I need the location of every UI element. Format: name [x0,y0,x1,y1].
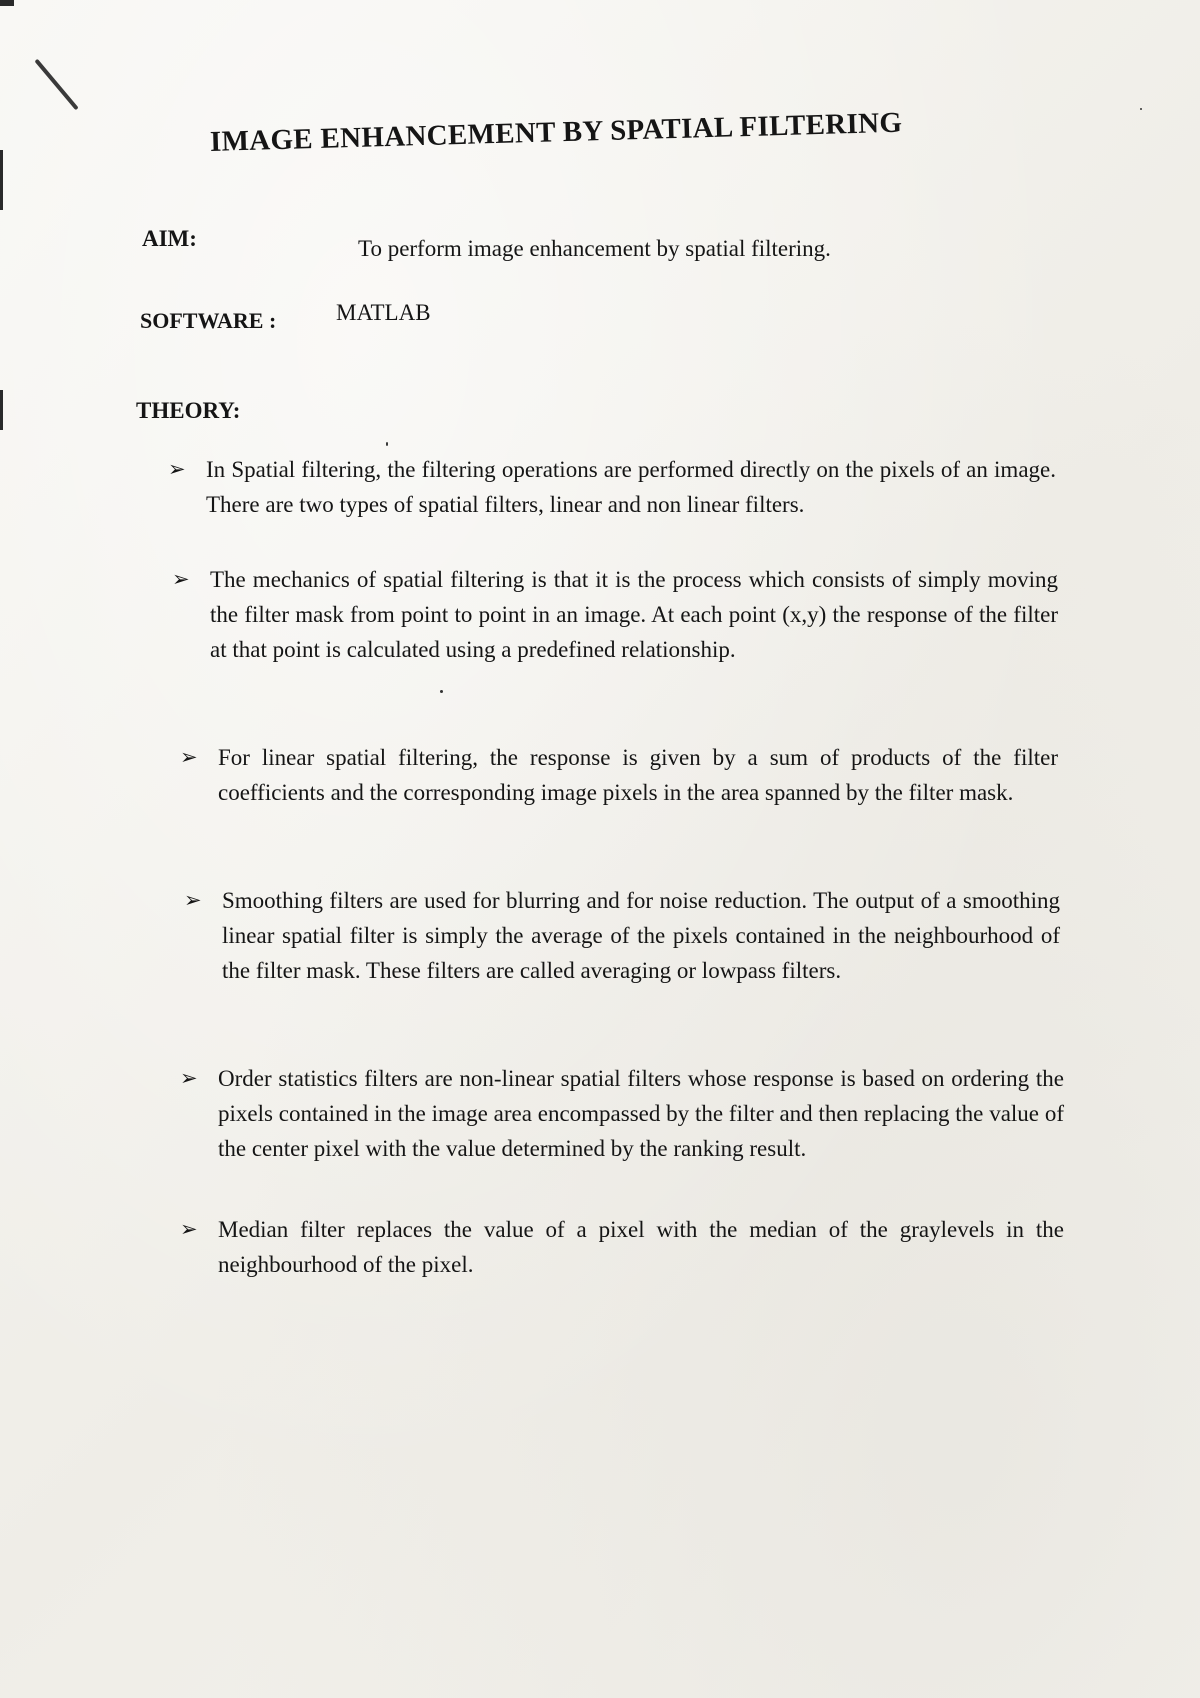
arrow-bullet-icon: ➢ [180,1217,198,1241]
theory-point [168,452,1056,522]
page-edge-mark [0,0,14,6]
ink-speck [386,442,388,446]
page-edge-mark [0,150,3,210]
theory-point [180,740,1058,810]
software-label: SOFTWARE : [140,308,277,333]
theory-point-text: In Spatial filtering, the filtering operations are performed directly on the pixels of an image. There are two types of spatial filters, linear and non linear filters. [206,457,1056,517]
theory-point [180,1061,1064,1166]
theory-point [180,1212,1064,1282]
theory-point-text: Order statistics filters are non-linear spatial filters whose response is based on ordering the pixels contained in the image area encompassed by the filter and then replacing the value of the center pixel with the value determined by the ranking result. [218,1066,1064,1161]
pen-mark [34,59,78,111]
theory-point-text: For linear spatial filtering, the response is given by a sum of products of the filter coefficients and the corresponding image pixels in the area spanned by the filter mask. [218,745,1058,805]
arrow-bullet-icon: ➢ [168,457,186,481]
document-title: IMAGE ENHANCEMENT BY SPATIAL FILTERING [209,106,903,158]
theory-point [184,883,1060,988]
ink-speck [440,690,443,693]
arrow-bullet-icon: ➢ [172,567,190,591]
aim-text: To perform image enhancement by spatial filtering. [358,236,831,261]
theory-point-text: Smoothing filters are used for blurring and for noise reduction. The output of a smoothing linear spatial filter is simply the average of the pixels contained in the neighbourhood of the filter mask. These filters are called averaging or lowpass filters. [222,888,1060,983]
arrow-bullet-icon: ➢ [180,1066,198,1090]
ink-speck [1140,108,1142,110]
theory-point [172,562,1058,667]
software-value: MATLAB [336,300,431,325]
page-edge-mark [0,390,3,430]
theory-point-text: Median filter replaces the value of a pixel with the median of the graylevels in the neighbourhood of the pixel. [218,1217,1064,1277]
arrow-bullet-icon: ➢ [180,745,198,769]
theory-label: THEORY: [136,398,241,423]
aim-label: AIM: [142,226,197,251]
theory-point-text: The mechanics of spatial filtering is that it is the process which consists of simply moving the filter mask from point to point in an image. At each point (x,y) the response of the filter at that point is calculated using a predefined relationship. [210,567,1058,662]
arrow-bullet-icon: ➢ [184,888,202,912]
